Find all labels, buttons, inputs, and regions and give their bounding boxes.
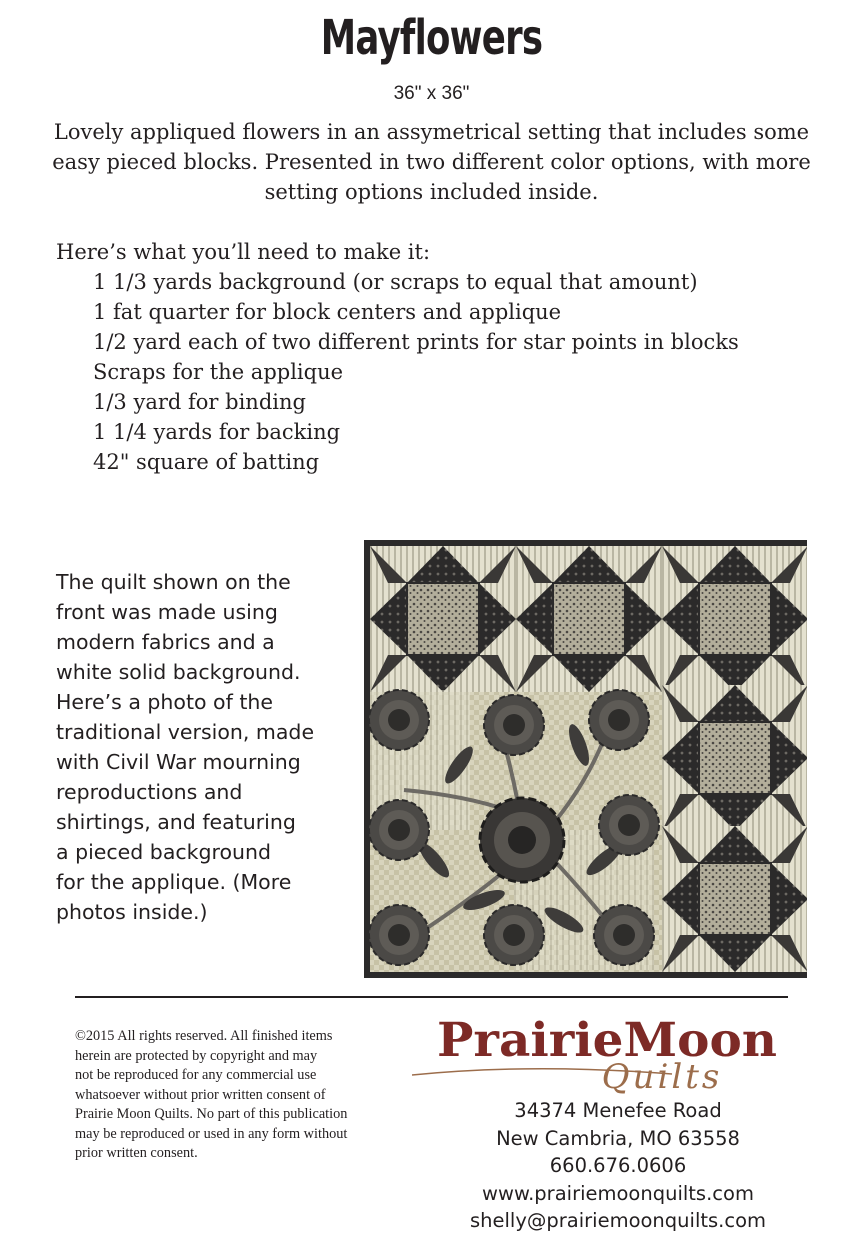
logo-script: Quilts — [601, 1057, 723, 1097]
copyright-line: may be reproduced or used in any form without — [75, 1125, 348, 1142]
supply-item: 42" square of batting — [93, 450, 320, 474]
copyright-line: prior written consent. — [75, 1145, 198, 1161]
caption-line: traditional version, made — [56, 720, 315, 744]
supply-item: 1/2 yard each of two different prints for star points in blocks — [93, 330, 739, 354]
copyright-notice — [75, 1027, 405, 1164]
caption-line: The quilt shown on the — [56, 570, 291, 594]
caption-line: shirtings, and featuring — [56, 810, 296, 834]
caption-line: with Civil War mourning — [56, 750, 301, 774]
supplies-list — [93, 267, 739, 477]
logo-wordmark: PrairieMoon — [437, 1013, 777, 1068]
divider — [75, 996, 788, 998]
quilt-photo — [364, 540, 807, 978]
prairie-moon-logo — [412, 1008, 802, 1100]
copyright-line: ©2015 All rights reserved. All finished items — [75, 1028, 333, 1044]
pattern-title: Mayflowers — [320, 10, 543, 66]
copyright-line: Prairie Moon Quilts. No part of this publication — [75, 1106, 348, 1122]
photo-caption — [56, 567, 351, 927]
caption-line: white solid background. — [56, 660, 301, 684]
quilt-dimensions: 36" x 36" — [393, 83, 470, 104]
supplies-heading: Here’s what you’ll need to make it: — [56, 240, 431, 264]
supply-item: 1 1/4 yards for backing — [93, 420, 341, 444]
supply-item: Scraps for the applique — [93, 360, 344, 384]
caption-line: modern fabrics and a — [56, 630, 275, 654]
caption-line: a pieced background — [56, 840, 272, 864]
contact-block — [440, 1097, 796, 1235]
copyright-line: whatsoever without prior written consent of — [75, 1086, 326, 1103]
street-address: 34374 Menefee Road — [514, 1099, 722, 1122]
website-link[interactable]: www.prairiemoonquilts.com — [482, 1181, 754, 1205]
caption-line: reproductions and — [56, 780, 243, 804]
caption-line: photos inside.) — [56, 900, 208, 924]
supply-item: 1 fat quarter for block centers and applique — [93, 300, 562, 324]
copyright-line: not be reproduced for any commercial use — [75, 1067, 317, 1083]
caption-line: Here’s a photo of the — [56, 690, 273, 714]
phone-number: 660.676.0606 — [549, 1154, 687, 1177]
copyright-line: herein are protected by copyright and may — [75, 1047, 318, 1064]
supply-item: 1/3 yard for binding — [93, 390, 306, 414]
caption-line: for the applique. (More — [56, 870, 292, 894]
email-link[interactable]: shelly@prairiemoonquilts.com — [469, 1209, 767, 1232]
caption-line: front was made using — [56, 600, 278, 624]
pattern-description: Lovely appliqued flowers in an assymetrical setting that includes some easy pieced blocks. Presented in two different color options, with more setting options included inside. — [52, 120, 811, 204]
supply-item: 1 1/3 yards background (or scraps to equal that amount) — [93, 270, 698, 294]
city-state-zip: New Cambria, MO 63558 — [496, 1126, 740, 1150]
